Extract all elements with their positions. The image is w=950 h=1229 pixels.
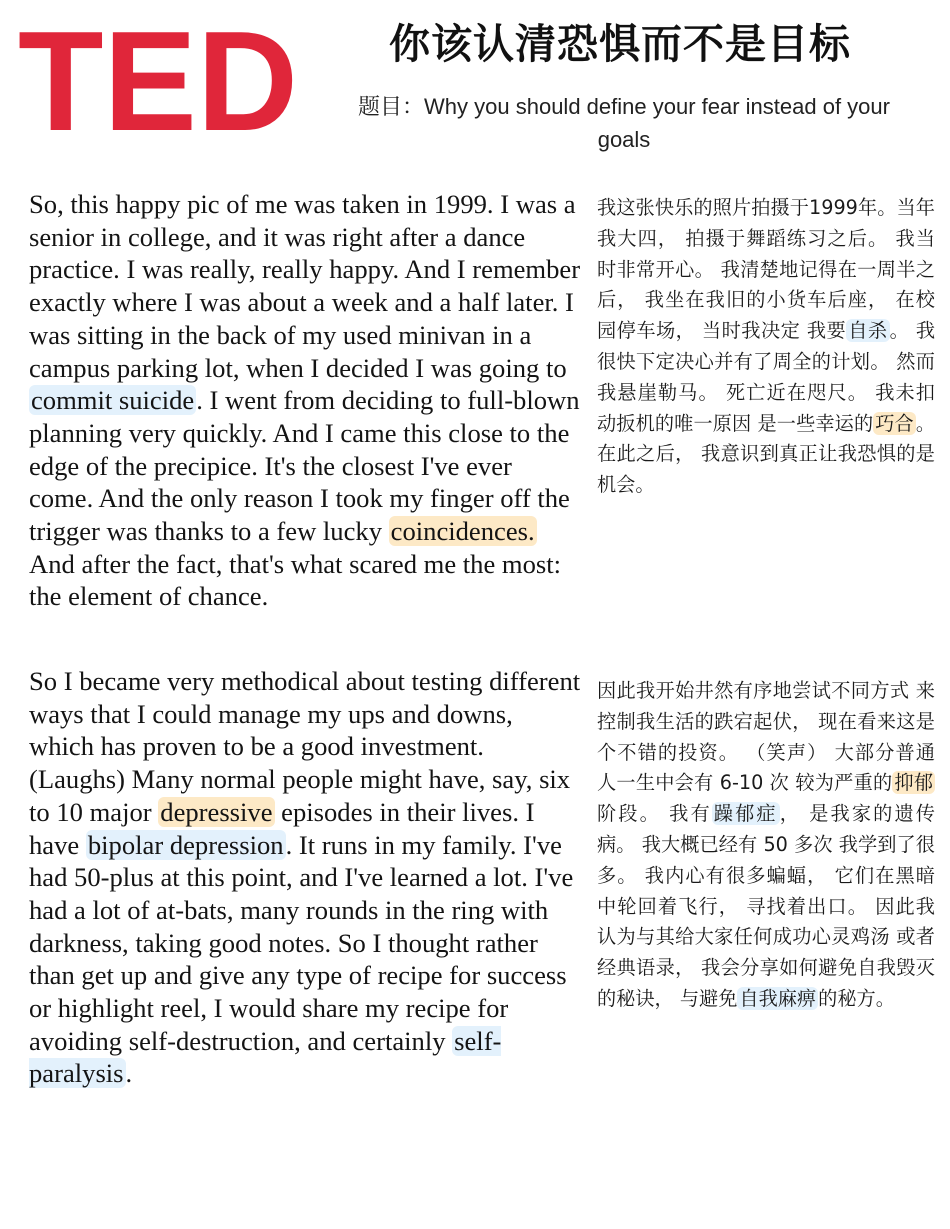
- page-title: 你该认清恐惧而不是目标: [389, 20, 851, 68]
- highlight-blue: 自杀: [848, 319, 888, 343]
- highlight-blue: commit suicide: [31, 385, 195, 416]
- text-segment: 。 在此之后， 我意识到真正让我恐惧的是机会。: [597, 411, 935, 497]
- text-segment: episodes in their lives. I have: [29, 796, 535, 860]
- subtitle-english: Why you should define your fear instead of your goals: [424, 94, 890, 152]
- text-segment: So I became very methodical about testing different ways that I could manage my ups and downs, which has proven to be a good investment. (Laughs) Many normal people might have, say, six to 10 major: [29, 666, 581, 827]
- highlight-orange: depressive: [160, 796, 273, 827]
- highlight-orange: coincidences.: [390, 516, 535, 547]
- text-segment: And after the fact, that's what scared me the most: the element of chance.: [29, 548, 562, 612]
- page-subtitle: [350, 90, 898, 156]
- text-segment: So, this happy pic of me was taken in 1999. I was a senior in college, and it was right after a dance practice. I was really, really happy. And I remember exactly where I was about a week and a half later. I was sitting in the back of my used minivan in a campus parking lot, when I decided I was going to: [29, 189, 581, 383]
- highlight-blue: 躁郁症: [713, 802, 778, 826]
- ted-logo: [16, 22, 300, 138]
- chinese-paragraph-2: [597, 676, 935, 1015]
- highlight-blue: bipolar depression: [87, 829, 284, 860]
- ted-logo-graphic: [16, 22, 300, 138]
- highlight-orange: 抑郁: [894, 771, 934, 795]
- text-segment: ， 是我家的遗传病。 我大概已经有 50 多次 我学到了很多。 我内心有很多蝙蝠， 它们在黑暗中轮回着飞行， 寻找着出口。 因此我认为与其给大家任何成功心灵鸡汤 或者经典语录， 我会分享如何避免自我毁灭的秘诀， 与避免: [597, 802, 935, 1010]
- subtitle-prefix: 题目：: [358, 94, 425, 119]
- logo-text: TED: [18, 22, 298, 138]
- text-segment: 的秘方。: [818, 986, 895, 1010]
- text-segment: .: [125, 1058, 133, 1089]
- english-paragraph-2: [29, 665, 581, 1090]
- text-segment: 阶段。 我有: [597, 802, 712, 826]
- highlight-blue: self-paralysis: [29, 1025, 502, 1089]
- chinese-paragraph-1: [597, 193, 935, 501]
- english-paragraph-1: [29, 188, 581, 613]
- text-segment: 。 我很快下定决心并有了周全的计划。 然而我悬崖勒马。 死亡近在咫尺。 我未扣动扳机的唯一原因 是一些幸运的: [597, 319, 936, 435]
- highlight-orange: 巧合: [875, 411, 914, 435]
- text-segment: 我这张快乐的照片拍摄于1999年。当年我大四， 拍摄于舞蹈练习之后。 我当时非常开心。 我清楚地记得在一周半之后， 我坐在我旧的小货车后座， 在校园停车场， 当时我决定 我要: [597, 196, 935, 343]
- text-segment: 因此我开始井然有序地尝试不同方式 来控制我生活的跌宕起伏， 现在看来这是个不错的投资。 （笑声） 大部分普通人一生中会有 6-10 次 较为严重的: [597, 679, 935, 795]
- text-segment: . I went from deciding to full-blown planning very quickly. And I came this close to the edge of the precipice. It's the closest I've ever come. And the only reason I took my finger off the trigger was thanks to a few lucky: [29, 385, 580, 547]
- highlight-blue: 自我麻痹: [739, 986, 817, 1010]
- text-segment: . It runs in my family. I've had 50-plus at this point, and I've learned a lot. I've had a lot of at-bats, many rounds in the ring with darkness, taking good notes. So I thought rather than get up and give any type of recipe for success or highlight reel, I would share my recipe for avoiding self-destruction, and certainly: [29, 829, 574, 1056]
